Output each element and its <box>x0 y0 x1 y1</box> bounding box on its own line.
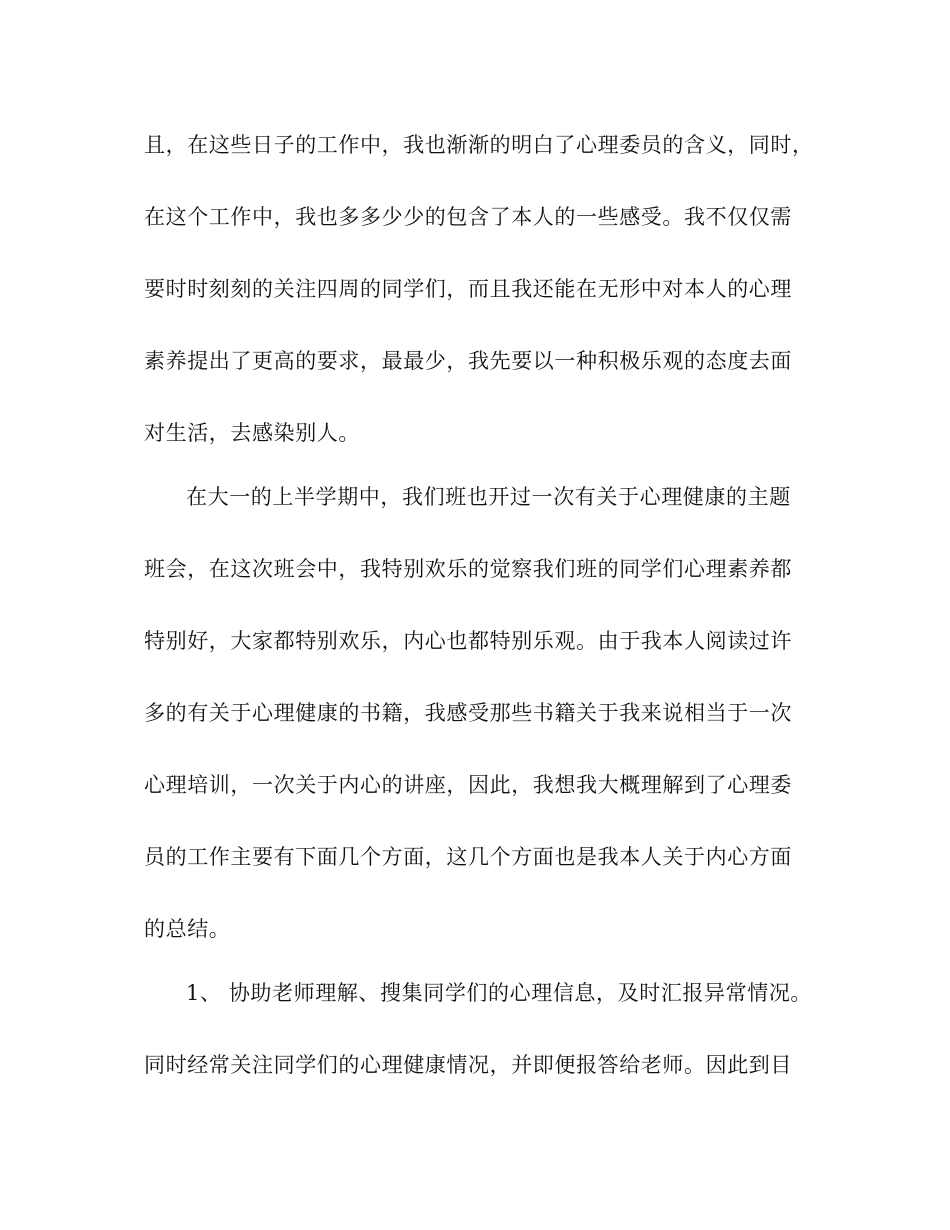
paragraph-line: 特别好，大家都特别欢乐，内心也都特别乐观。由于我本人阅读过许 <box>144 629 792 653</box>
paragraph-line: 同时经常关注同学们的心理健康情况，并即便报答给老师。因此到目 <box>144 1053 792 1077</box>
paragraph-line: 在这个工作中，我也多多少少的包含了本人的一些感受。我不仅仅需 <box>144 205 792 229</box>
paragraph-line: 的总结。 <box>144 917 231 941</box>
paragraph-line: 在大一的上半学期中，我们班也开过一次有关于心理健康的主题 <box>186 485 791 509</box>
paragraph-line: 员的工作主要有下面几个方面，这几个方面也是我本人关于内心方面 <box>144 845 792 869</box>
list-item-line: 1、 协助老师理解、搜集同学们的心理信息，及时汇报异常情况。 <box>186 981 813 1005</box>
paragraph-line: 对生活，去感染别人。 <box>144 421 360 445</box>
paragraph-line: 要时时刻刻的关注四周的同学们，而且我还能在无形中对本人的心理 <box>144 277 792 301</box>
paragraph-line: 多的有关于心理健康的书籍，我感受那些书籍关于我来说相当于一次 <box>144 701 792 725</box>
paragraph-line: 心理培训，一次关于内心的讲座，因此，我想我大概理解到了心理委 <box>144 773 792 797</box>
paragraph-line: 素养提出了更高的要求，最最少，我先要以一种积极乐观的态度去面 <box>144 349 792 373</box>
paragraph-line: 班会，在这次班会中，我特别欢乐的觉察我们班的同学们心理素养都 <box>144 557 792 581</box>
paragraph-line: 且，在这些日子的工作中，我也渐渐的明白了心理委员的含义，同时， <box>144 133 814 157</box>
